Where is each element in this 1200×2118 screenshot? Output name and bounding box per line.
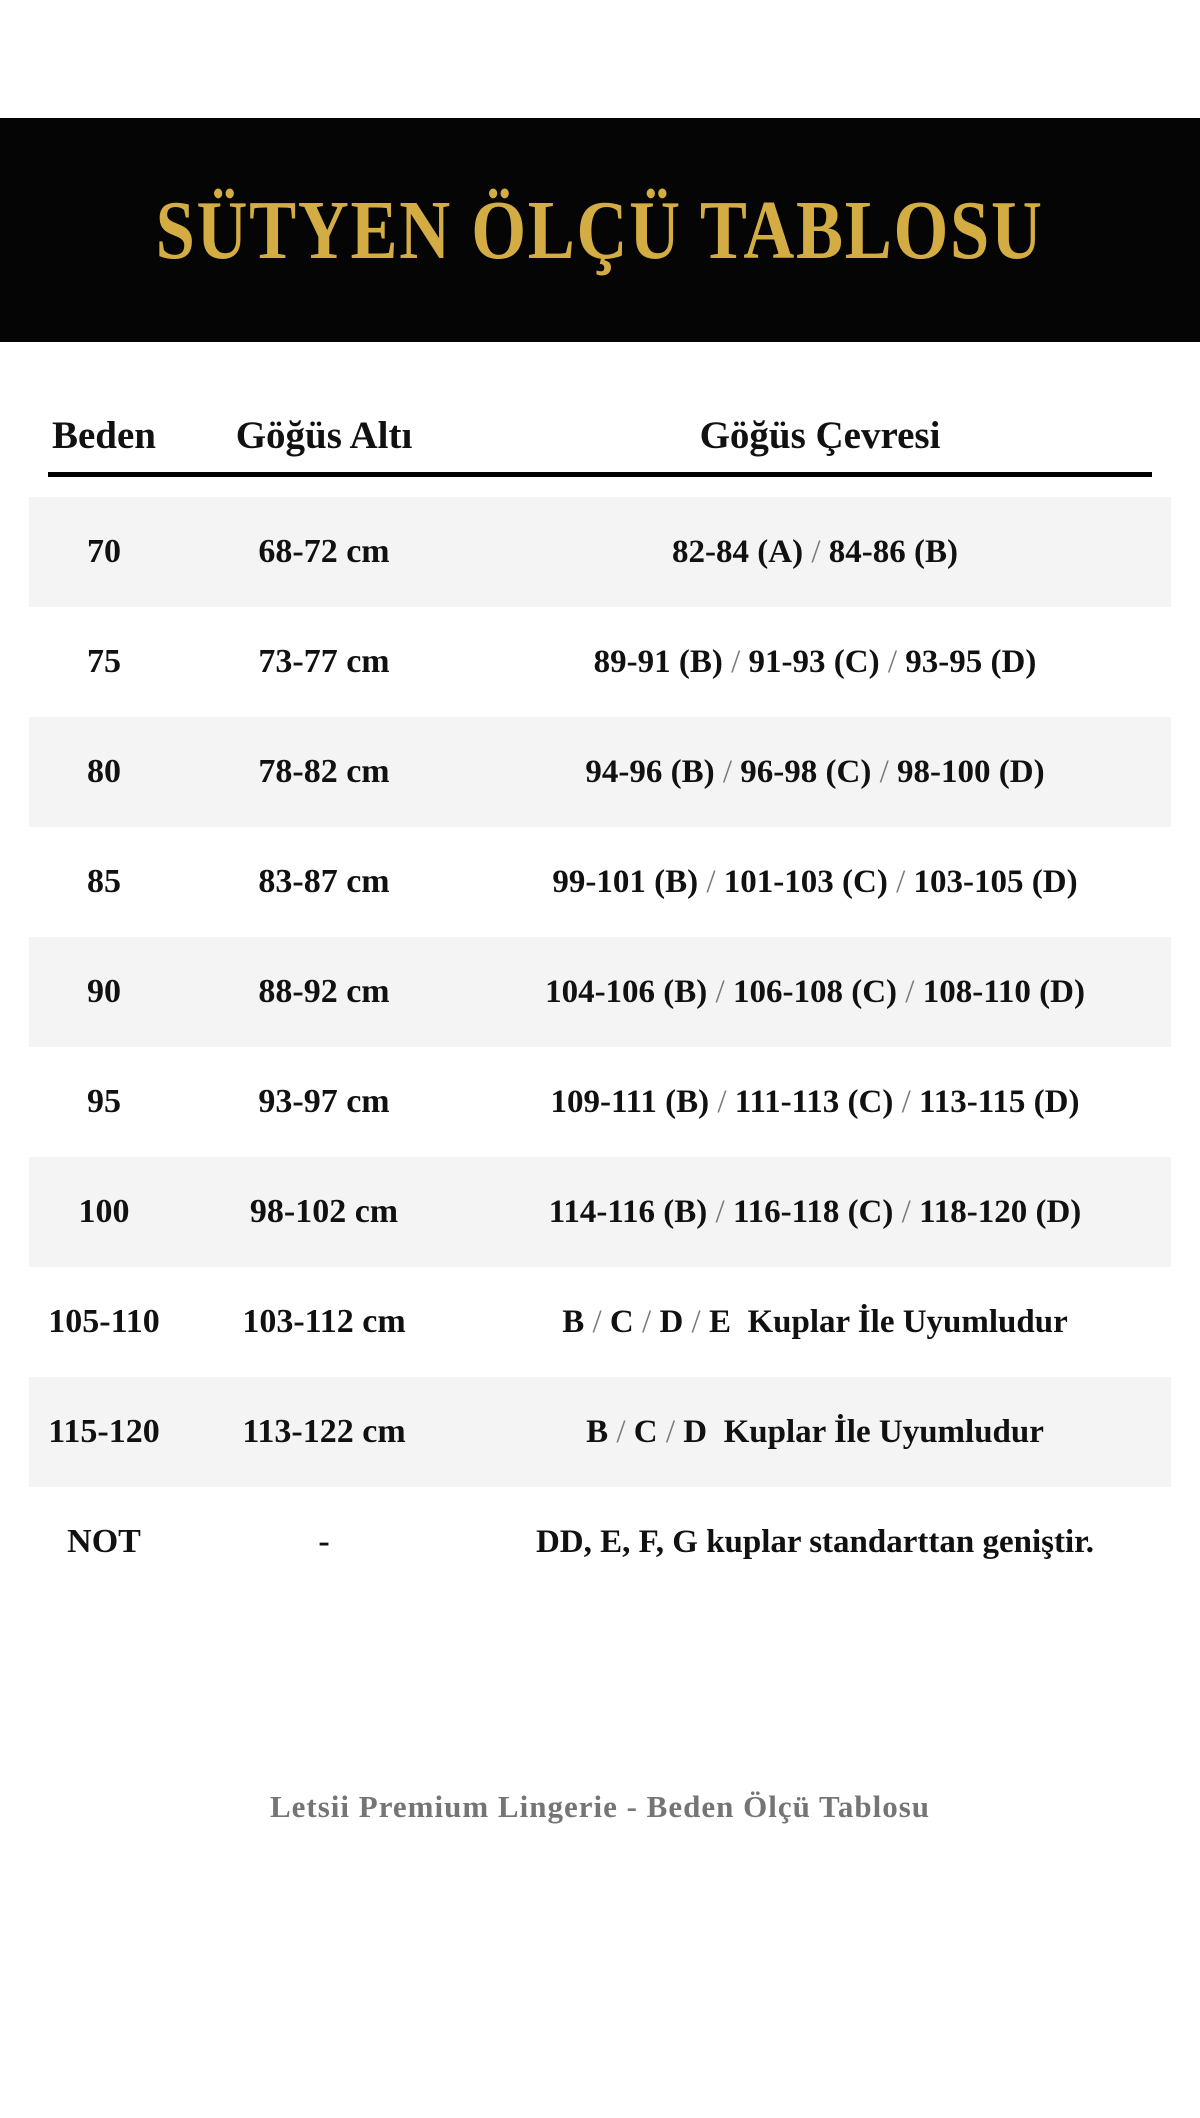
- column-header-gogus-cevresi: Göğüs Çevresi: [699, 414, 941, 457]
- page-title: SÜTYEN ÖLÇÜ TABLOSU: [155, 183, 1045, 277]
- table-header-row: [29, 342, 1171, 459]
- bust-cell: B / C / D / E Kuplar İle Uyumludur: [562, 1303, 1068, 1340]
- underbust-cell: 73-77 cm: [258, 643, 390, 681]
- table-row: [29, 937, 1171, 1047]
- slash-separator: /: [698, 863, 724, 900]
- bust-cell: 99-101 (B) / 101-103 (C) / 103-105 (D): [552, 863, 1078, 900]
- table-row: [29, 827, 1171, 937]
- slash-separator: /: [897, 973, 923, 1010]
- table-row: [29, 717, 1171, 827]
- bust-cell: 114-116 (B) / 116-118 (C) / 118-120 (D): [548, 1193, 1082, 1230]
- size-cell: 90: [87, 973, 121, 1011]
- table-row: [29, 1047, 1171, 1157]
- slash-separator: /: [709, 1083, 735, 1120]
- table-row: [29, 1377, 1171, 1487]
- slash-separator: /: [714, 753, 741, 790]
- slash-separator: /: [657, 1413, 684, 1450]
- bust-cell: DD, E, F, G kuplar standarttan geniştir.: [535, 1523, 1095, 1560]
- column-header-gogus-alti: Göğüs Altı: [235, 414, 413, 457]
- slash-separator: /: [887, 863, 914, 900]
- footer-caption: Letsii Premium Lingerie - Beden Ölçü Tablosu: [269, 1788, 931, 1824]
- slash-separator: /: [608, 1413, 634, 1450]
- bust-cell: 109-111 (B) / 111-113 (C) / 113-115 (D): [550, 1083, 1080, 1120]
- bust-cell: B / C / D Kuplar İle Uyumludur: [586, 1413, 1044, 1450]
- title-banner: [0, 118, 1200, 342]
- size-cell: 75: [87, 643, 121, 681]
- slash-separator: /: [722, 643, 749, 680]
- underbust-cell: -: [318, 1523, 330, 1561]
- slash-separator: /: [871, 753, 898, 790]
- table-row: [29, 1267, 1171, 1377]
- header-divider: [48, 472, 1152, 477]
- underbust-cell: 78-82 cm: [258, 753, 390, 791]
- bust-cell: 82-84 (A) / 84-86 (B): [672, 533, 958, 570]
- size-cell: 115-120: [48, 1413, 160, 1451]
- column-header-beden: Beden: [51, 414, 156, 457]
- underbust-cell: 93-97 cm: [258, 1083, 390, 1121]
- size-cell: 85: [87, 863, 121, 901]
- underbust-cell: 88-92 cm: [258, 973, 390, 1011]
- size-table: [29, 342, 1171, 1597]
- table-row: [29, 607, 1171, 717]
- underbust-cell: 83-87 cm: [258, 863, 390, 901]
- slash-separator: /: [893, 1193, 920, 1230]
- size-cell: NOT: [67, 1523, 141, 1561]
- size-cell: 100: [78, 1193, 130, 1231]
- slash-separator: /: [879, 643, 906, 680]
- slash-separator: /: [707, 1193, 733, 1230]
- underbust-cell: 113-122 cm: [242, 1413, 406, 1451]
- bust-cell: 89-91 (B) / 91-93 (C) / 93-95 (D): [593, 643, 1037, 680]
- table-body: [29, 497, 1171, 1597]
- size-cell: 105-110: [48, 1303, 160, 1341]
- underbust-cell: 98-102 cm: [249, 1193, 399, 1231]
- slash-separator: /: [683, 1303, 709, 1340]
- table-row: [29, 1157, 1171, 1267]
- size-cell: 70: [87, 533, 121, 571]
- slash-separator: /: [893, 1083, 920, 1120]
- table-row: [29, 1487, 1171, 1597]
- slash-separator: /: [803, 533, 829, 570]
- bust-cell: 94-96 (B) / 96-98 (C) / 98-100 (D): [585, 753, 1045, 790]
- slash-separator: /: [633, 1303, 660, 1340]
- table-row: [29, 497, 1171, 607]
- underbust-cell: 68-72 cm: [258, 533, 390, 571]
- bust-cell: 104-106 (B) / 106-108 (C) / 108-110 (D): [545, 973, 1085, 1010]
- size-cell: 95: [87, 1083, 121, 1121]
- underbust-cell: 103-112 cm: [242, 1303, 406, 1341]
- slash-separator: /: [707, 973, 733, 1010]
- size-cell: 80: [87, 753, 121, 791]
- slash-separator: /: [584, 1303, 610, 1340]
- size-chart-page: [0, 118, 1200, 2118]
